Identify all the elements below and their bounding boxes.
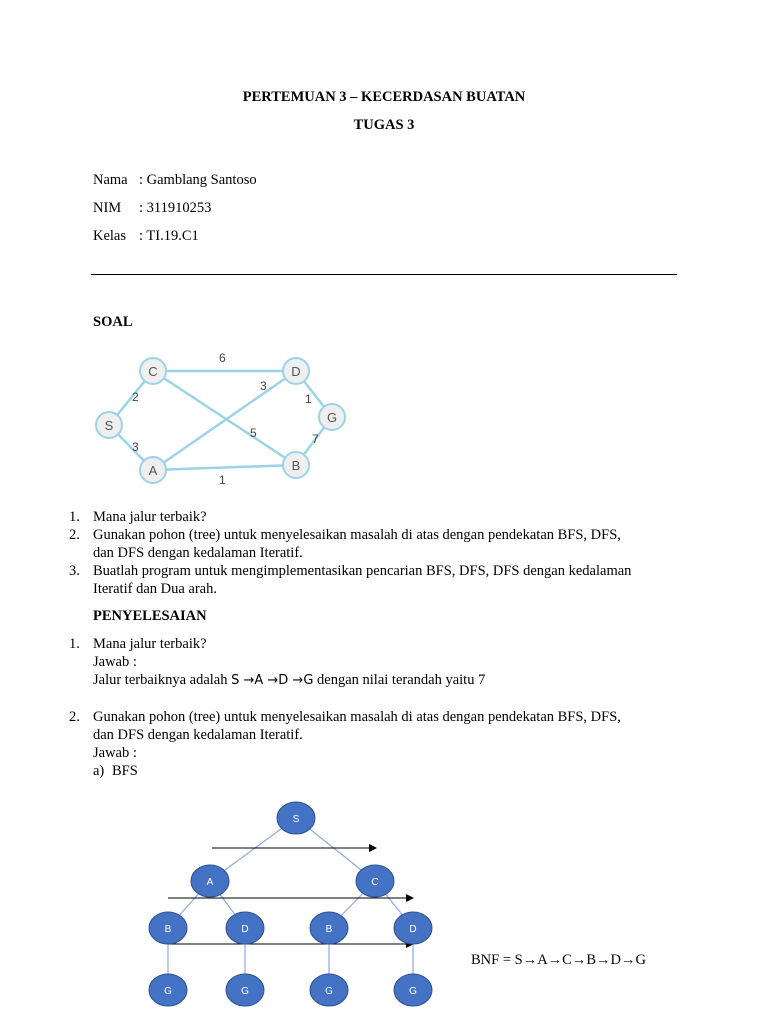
tree-node-label: C [371, 877, 379, 888]
graph-node-label: G [326, 410, 338, 425]
question-text: Mana jalur terbaik? [93, 509, 207, 525]
identity-name-label: Nama [93, 172, 128, 188]
question-number: 1. [69, 509, 80, 525]
graph-node-label: D [291, 364, 301, 379]
bfs-result: BNF = S→A→C→B→D→G [471, 952, 646, 968]
tree-node-label: G [409, 986, 417, 997]
identity-nim-value: : 311910253 [139, 200, 212, 216]
sub-label: a) [93, 763, 105, 779]
solution-heading: PENYELESAIAN [93, 608, 207, 624]
answer-prefix: Jalur terbaiknya adalah [93, 672, 232, 688]
identity-name-value: : Gamblang Santoso [139, 172, 257, 188]
graph-node-label: B [291, 458, 301, 473]
answer-suffix: dengan nilai terandah yaitu 7 [313, 672, 486, 688]
tree-node-label: D [241, 924, 249, 935]
answer-number: 1. [69, 636, 80, 652]
edge-a-b [153, 465, 296, 470]
question-text: dan DFS dengan kedalaman Iteratif. [93, 545, 303, 561]
answer-number: 2. [69, 709, 80, 725]
tree-node-label: B [325, 924, 333, 935]
tree-node-label: S [292, 814, 300, 825]
tree-node-label: A [206, 877, 214, 888]
tree-node-label: G [241, 986, 249, 997]
question-number: 2. [69, 527, 80, 543]
best-path-answer [93, 671, 485, 690]
identity-nim-label: NIM [93, 200, 122, 216]
tree-node-label: G [164, 986, 172, 997]
jawab-label: Jawab : [93, 745, 137, 761]
question-text: Gunakan pohon (tree) untuk menyelesaikan masalah di atas dengan pendekatan BFS, DFS, [93, 527, 621, 543]
weight-label: 7 [312, 432, 319, 446]
graph-node-label: C [148, 364, 158, 379]
question-text: Buatlah program untuk mengimplementasikan pencarian BFS, DFS, DFS dengan kedalaman [93, 563, 632, 579]
weight-label: 5 [250, 426, 257, 440]
jawab-label: Jawab : [93, 654, 137, 670]
weight-label: 3 [260, 379, 267, 393]
answer-question: Mana jalur terbaik? [93, 636, 207, 652]
tree-node-label: D [409, 924, 417, 935]
graph-node-label: S [104, 418, 114, 433]
bfs-tree-diagram [140, 795, 440, 1015]
soal-heading: SOAL [93, 314, 133, 330]
identity-kelas-label: Kelas [93, 228, 127, 244]
question-number: 3. [69, 563, 80, 579]
tree-node-label: B [164, 924, 172, 935]
identity-kelas-value: : TI.19.C1 [139, 228, 199, 244]
graph-node-label: A [148, 463, 158, 478]
soal-graph [88, 344, 360, 490]
horizontal-divider [91, 274, 677, 275]
weight-label: 3 [132, 440, 139, 454]
answer-question: dan DFS dengan kedalaman Iteratif. [93, 727, 303, 743]
weight-label: 1 [219, 473, 226, 487]
page-subtitle: TUGAS 3 [353, 117, 415, 133]
weight-label: 2 [132, 390, 139, 404]
question-text: Iteratif dan Dua arah. [93, 581, 217, 597]
weight-label: 1 [305, 392, 312, 406]
page-title: PERTEMUAN 3 – KECERDASAN BUATAN [242, 89, 526, 105]
tree-node-label: G [325, 986, 333, 997]
answer-question: Gunakan pohon (tree) untuk menyelesaikan masalah di atas dengan pendekatan BFS, DFS, [93, 709, 621, 725]
weight-label: 6 [219, 351, 226, 365]
answer-path: S →A →D →G [231, 673, 314, 688]
sub-title-bfs: BFS [112, 763, 138, 779]
